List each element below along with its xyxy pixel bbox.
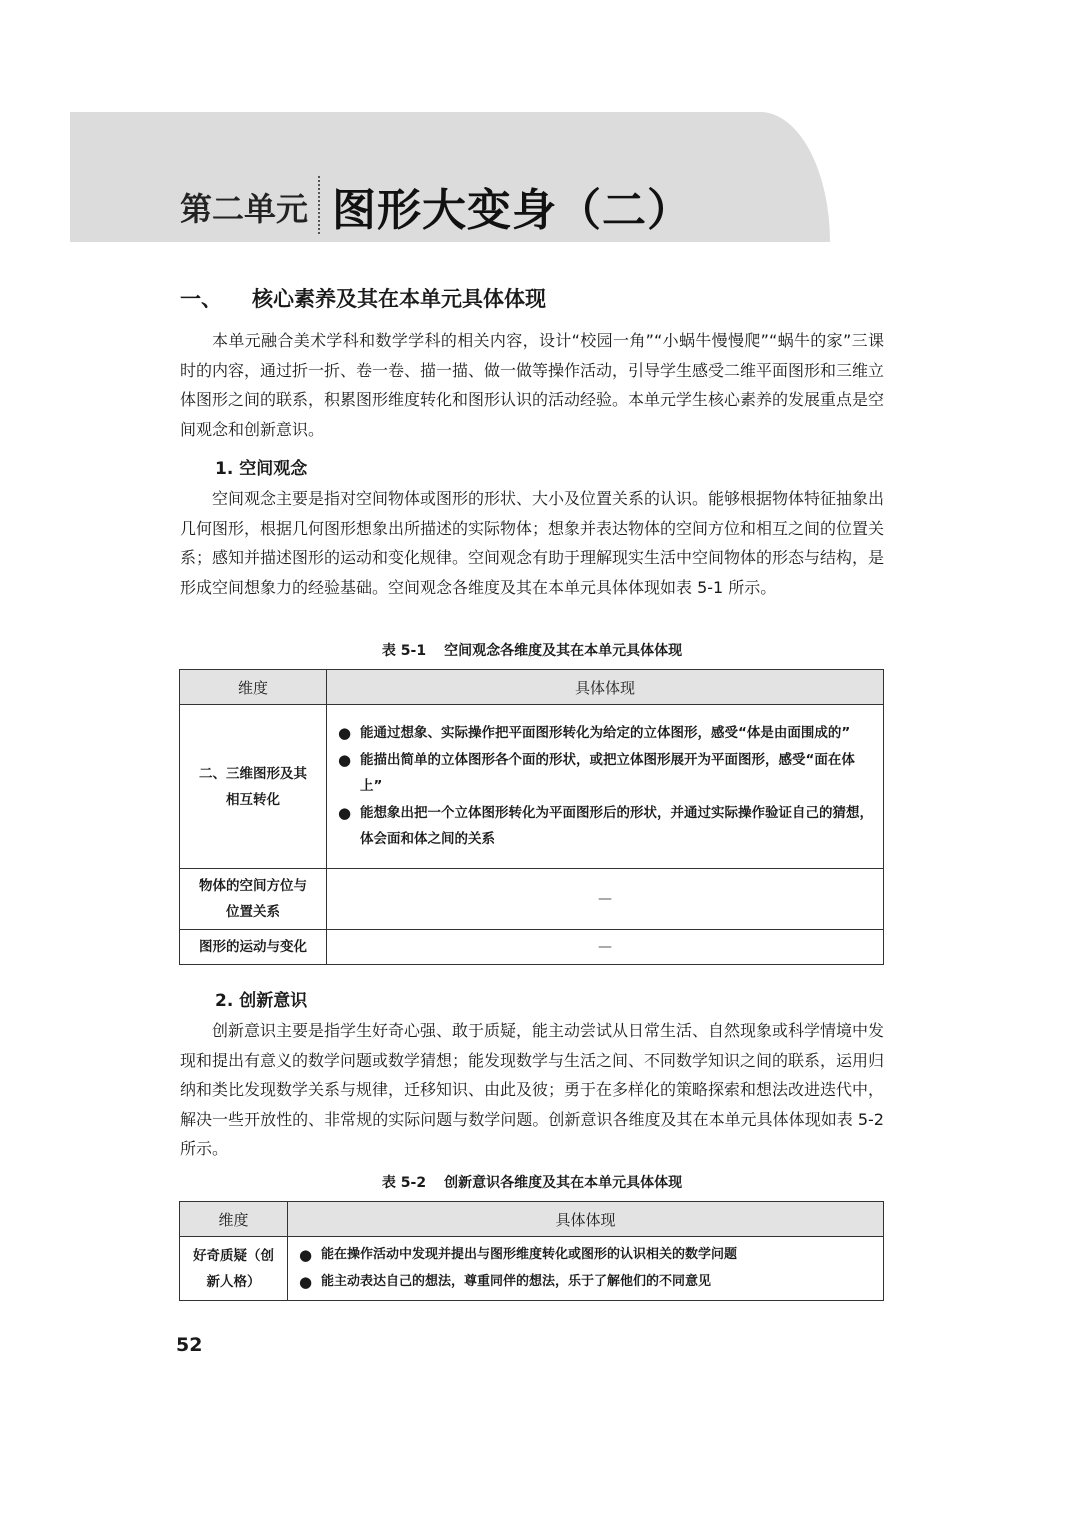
subheading-spatial: 1. 空间观念: [215, 459, 308, 479]
item-text: 能描出简单的立体图形各个面的形状，或把立体图形展开为平面图形，感受“面在体上”: [360, 751, 855, 795]
innovation-paragraph: 创新意识主要是指学生好奇心强、敢于质疑，能主动尝试从日常生活、自然现象或科学情境中发现和提出有意义的数学问题或数学猜想；能发现数学与生活之间、不同数学知识之间的联系，运用归纳和类比发现数学关系与规律，迁移知识、由此及彼；勇于在多样化的策略探索和想法改进迭代中，解决一些开放性的、非常规的实际问题与数学问题。创新意识各维度及其在本单元具体体现如表 5-2 所示。: [180, 1021, 885, 1158]
table-header-row: [180, 670, 884, 705]
header-manifestation: 具体体现: [327, 670, 884, 705]
list-item: [338, 720, 874, 747]
dimension-text: 好奇质疑（创新人格）: [193, 1247, 274, 1290]
dimension-text: 二、三维图形及其相互转化: [199, 765, 307, 808]
bullet-icon: ●: [338, 750, 352, 769]
table1-title: 空间观念各维度及其在本单元具体体现: [444, 643, 683, 659]
list-item: [338, 747, 874, 800]
table-row: [180, 930, 884, 965]
header-dimension: 维度: [180, 670, 327, 705]
table2-title: 创新意识各维度及其在本单元具体体现: [444, 1175, 683, 1191]
section-heading: [180, 283, 546, 313]
intro-paragraph: 本单元融合美术学科和数学学科的相关内容，设计“校园一角”“小蜗牛慢慢爬”“蜗牛的家”三课时的内容，通过折一折、卷一卷、描一描、做一做等操作活动，引导学生感受二维平面图形和三维立体图形之间的联系，积累图形维度转化和图形认识的活动经验。本单元学生核心素养的发展重点是空间观念和创新意识。: [180, 331, 885, 439]
item-text: 能主动表达自己的想法，尊重同伴的想法，乐于了解他们的不同意见: [321, 1273, 712, 1289]
list-item: [299, 1269, 874, 1296]
table-header-row: [180, 1202, 884, 1237]
table2-caption: [180, 1172, 884, 1192]
chapter-title: [180, 168, 692, 238]
page-number: 52: [176, 1334, 203, 1356]
header-dimension: 维度: [180, 1202, 288, 1237]
section-number: 一、: [180, 287, 222, 311]
bullet-icon: ●: [299, 1272, 313, 1291]
dimension-text: 物体的空间方位与位置关系: [199, 878, 307, 920]
unit-title: 图形大变身（二）: [332, 185, 693, 236]
item-text: 能想象出把一个立体图形转化为平面图形后的形状，并通过实际操作验证自己的猜想，体会面和体之间的关系: [360, 804, 873, 848]
table1-caption: [180, 640, 884, 660]
item-text: 能在操作活动中发现并提出与图形维度转化或图形的认识相关的数学问题: [321, 1247, 738, 1262]
unit-label: 第二单元: [180, 190, 309, 228]
manifestation-cell: [327, 705, 884, 869]
item-text: 能通过想象、实际操作把平面图形转化为给定的立体图形，感受“体是由面围成的”: [360, 725, 851, 742]
dimension-cell: 图形的运动与变化: [180, 930, 327, 965]
bullet-icon: ●: [338, 803, 352, 822]
list-item: [338, 800, 874, 853]
header-manifestation: 具体体现: [288, 1202, 884, 1237]
dimension-cell: [180, 705, 327, 869]
table2-number: 表 5-2: [381, 1175, 427, 1191]
list-item: [299, 1242, 874, 1269]
dimension-cell: [180, 1237, 288, 1301]
table-row: [180, 705, 884, 869]
table-spatial: [179, 669, 884, 965]
table1-number: 表 5-1: [381, 643, 427, 659]
table-row: [180, 1237, 884, 1301]
dimension-cell: [180, 869, 327, 930]
section-title: 核心素养及其在本单元具体体现: [252, 287, 546, 311]
manifestation-cell: [288, 1237, 884, 1301]
bullet-icon: ●: [338, 724, 352, 743]
subheading-innovation: 2. 创新意识: [215, 991, 308, 1011]
empty-dash-cell: —: [327, 930, 884, 965]
spatial-paragraph: 空间观念主要是指对空间物体或图形的形状、大小及位置关系的认识。能够根据物体特征抽象出几何图形，根据几何图形想象出所描述的实际物体；想象并表达物体的空间方位和相互之间的位置关系；感知并描述图形的运动和变化规律。空间观念有助于理解现实生活中空间物体的形态与结构，是形成空间想象力的经验基础。空间观念各维度及其在本单元具体体现如表 5-1 所示。: [180, 489, 885, 597]
empty-dash-cell: —: [327, 869, 884, 930]
table-row: [180, 869, 884, 930]
title-divider: [318, 176, 320, 234]
table-innovation: [179, 1201, 884, 1301]
bullet-icon: ●: [299, 1246, 313, 1264]
